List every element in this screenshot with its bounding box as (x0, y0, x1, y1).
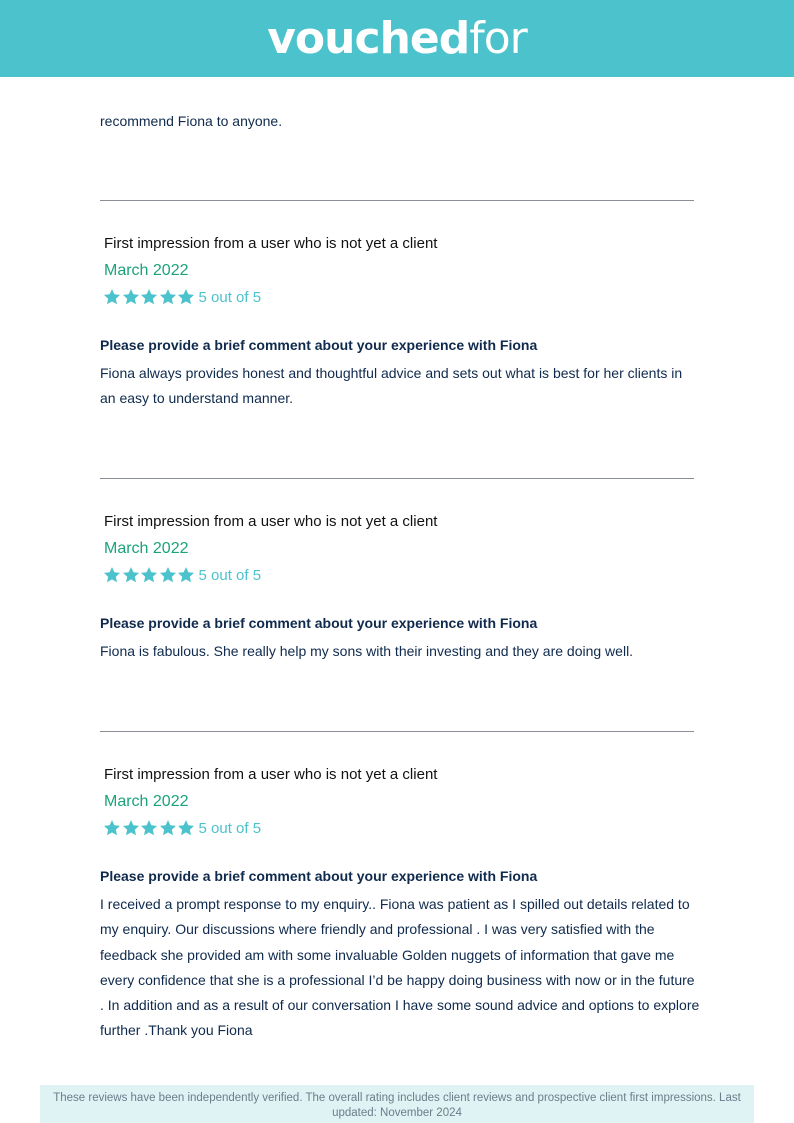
review-answer: Fiona is fabulous. She really help my sons with their investing and they are doing well. (100, 643, 634, 659)
star-icon (122, 288, 140, 306)
rating-text: 5 out of 5 (198, 566, 262, 584)
verification-footer (40, 1085, 754, 1123)
review-answer: Fiona always provides honest and thoughtful advice and sets out what is best for her clients in an easy to understand manner. (100, 365, 683, 407)
review-date: March 2022 (104, 540, 189, 557)
review-type: First impression from a user who is not yet a client (104, 235, 438, 252)
rating-text: 5 out of 5 (198, 819, 262, 837)
logo-bold-text: vouched (267, 12, 470, 64)
star-rating (103, 819, 261, 837)
logo-light-text: for (469, 12, 527, 64)
divider (100, 731, 694, 732)
star-icon (159, 288, 177, 306)
divider (100, 200, 694, 201)
star-icon (140, 566, 158, 584)
review-type: First impression from a user who is not yet a client (104, 766, 438, 783)
star-icon (103, 819, 121, 837)
rating-text: 5 out of 5 (198, 288, 262, 306)
divider (100, 478, 694, 479)
vouchedfor-logo[interactable] (267, 12, 527, 64)
star-rating (103, 288, 261, 306)
footer-text: These reviews have been independently verified. The overall rating includes client reviews and prospective client first impressions. Last updated: November 2024 (53, 1092, 741, 1119)
review-date: March 2022 (104, 262, 189, 279)
star-icon (122, 566, 140, 584)
star-icon (159, 566, 177, 584)
star-icon (159, 819, 177, 837)
star-icon (103, 288, 121, 306)
star-icon (140, 288, 158, 306)
star-icon (177, 819, 195, 837)
review-date: March 2022 (104, 793, 189, 810)
review-question: Please provide a brief comment about your experience with Fiona (100, 615, 538, 631)
star-icon (122, 819, 140, 837)
review-question: Please provide a brief comment about your experience with Fiona (100, 337, 538, 353)
review-answer: I received a prompt response to my enquiry.. Fiona was patient as I spilled out details related to my enquiry. Our discussions where friendly and professional . I was very satisfied with the feedback she provided am with some invaluable Golden nuggets of information that gave me every confidence that she is a professional I’d be happy doing business with now or in the future . In addition and as a result of our conversation I have some sound advice and options to explore further .Thank you Fiona (100, 896, 700, 1039)
star-icon (103, 566, 121, 584)
review-type: First impression from a user who is not yet a client (104, 513, 438, 530)
review-question: Please provide a brief comment about your experience with Fiona (100, 868, 538, 884)
intro-text: recommend Fiona to anyone. (100, 113, 283, 129)
star-icon (177, 288, 195, 306)
star-icon (177, 566, 195, 584)
header-bar (0, 0, 794, 77)
star-rating (103, 566, 261, 584)
star-icon (140, 819, 158, 837)
